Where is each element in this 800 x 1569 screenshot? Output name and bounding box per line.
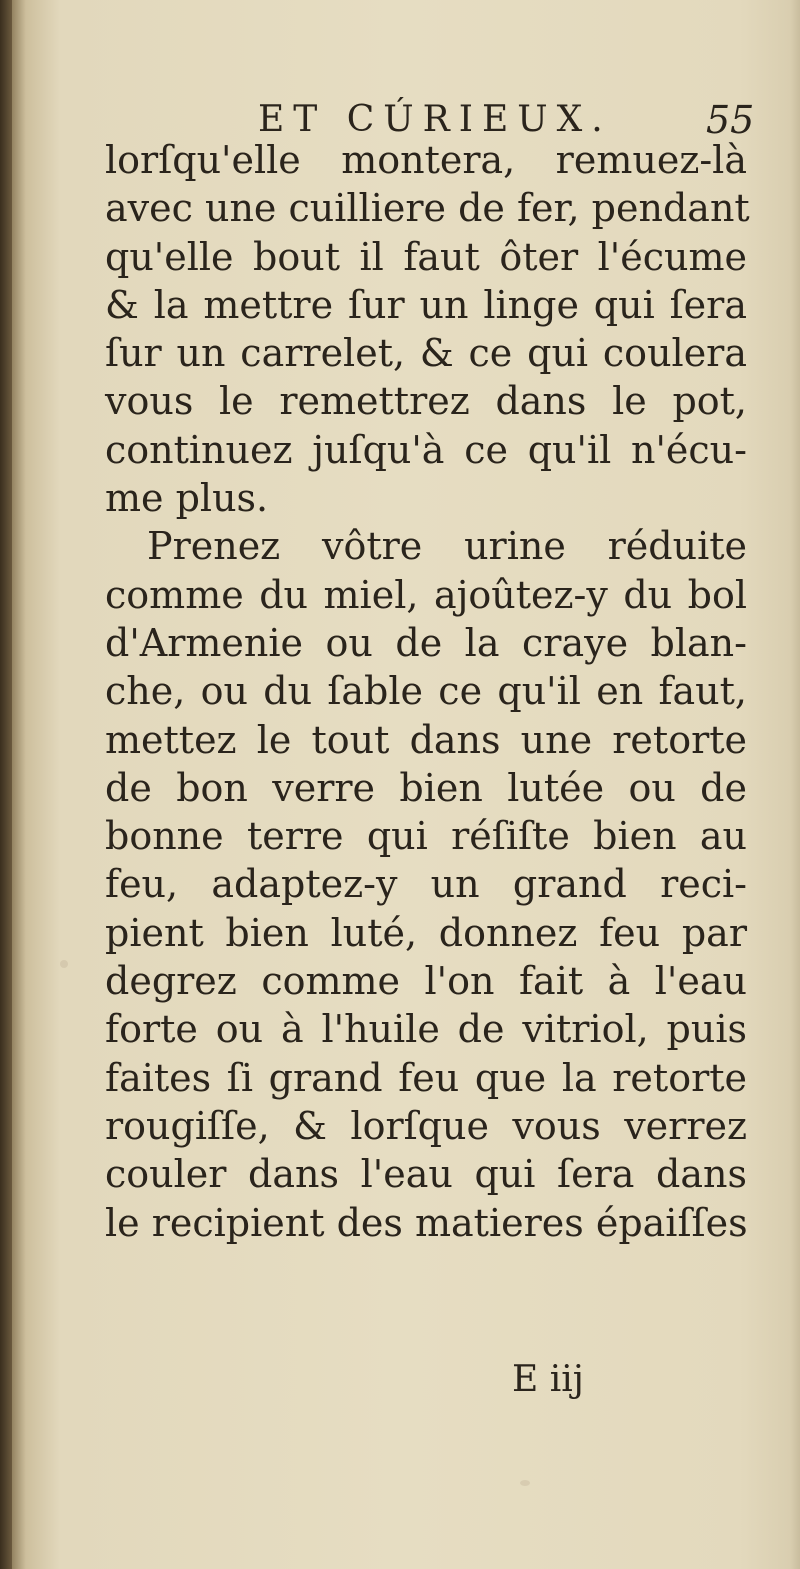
- text-line: rougiſſe, & lorſque vous verrez: [105, 1103, 747, 1148]
- text-line: faites ſi grand feu que la retorte: [105, 1055, 747, 1100]
- text-line: avec une cuilliere de fer, pendant: [105, 186, 750, 231]
- text-line: Prenez vôtre urine réduite: [147, 524, 747, 569]
- text-line: vous le remettrez dans le pot,: [105, 379, 747, 424]
- text-line: & la mettre ſur un linge qui ſera: [105, 282, 747, 327]
- text-line: lorſqu'elle montera, remuez-là: [105, 138, 747, 182]
- text-line: mettez le tout dans une retorte: [105, 717, 747, 762]
- text-line: de bon verre bien lutée ou de: [105, 765, 747, 810]
- text-line: pient bien luté, donnez feu par: [105, 910, 747, 955]
- text-line: ſur un carrelet, & ce qui coulera: [105, 331, 747, 376]
- text-line: bonne terre qui réſiſte bien au: [105, 814, 747, 859]
- foxing-spot: [520, 1480, 530, 1486]
- book-spine-shadow: [0, 0, 12, 1569]
- text-line: le recipient des matieres épaiſſes: [105, 1200, 748, 1245]
- text-line: comme du miel, ajoûtez-y du bol: [105, 572, 747, 617]
- running-title: ET CÚRIEUX.: [258, 99, 612, 140]
- text-line: couler dans l'eau qui ſera dans: [105, 1152, 747, 1197]
- text-line: continuez juſqu'à ce qu'il n'écu-: [105, 427, 747, 472]
- foxing-spot: [60, 960, 68, 968]
- text-line: feu, adaptez-y un grand reci-: [105, 862, 747, 907]
- text-line: degrez comme l'on fait à l'eau: [105, 959, 747, 1004]
- text-line: qu'elle bout il faut ôter l'écume: [105, 234, 747, 279]
- body-text: [105, 136, 750, 1247]
- text-line: d'Armenie ou de la craye blan-: [105, 620, 747, 665]
- text-line: che, ou du ſable ce qu'il en faut,: [105, 669, 747, 714]
- page-number: 55: [706, 98, 755, 142]
- text-line: me plus.: [105, 476, 269, 521]
- signature-mark: E iij: [512, 1359, 584, 1400]
- text-line: forte ou à l'huile de vitriol, puis: [105, 1007, 747, 1052]
